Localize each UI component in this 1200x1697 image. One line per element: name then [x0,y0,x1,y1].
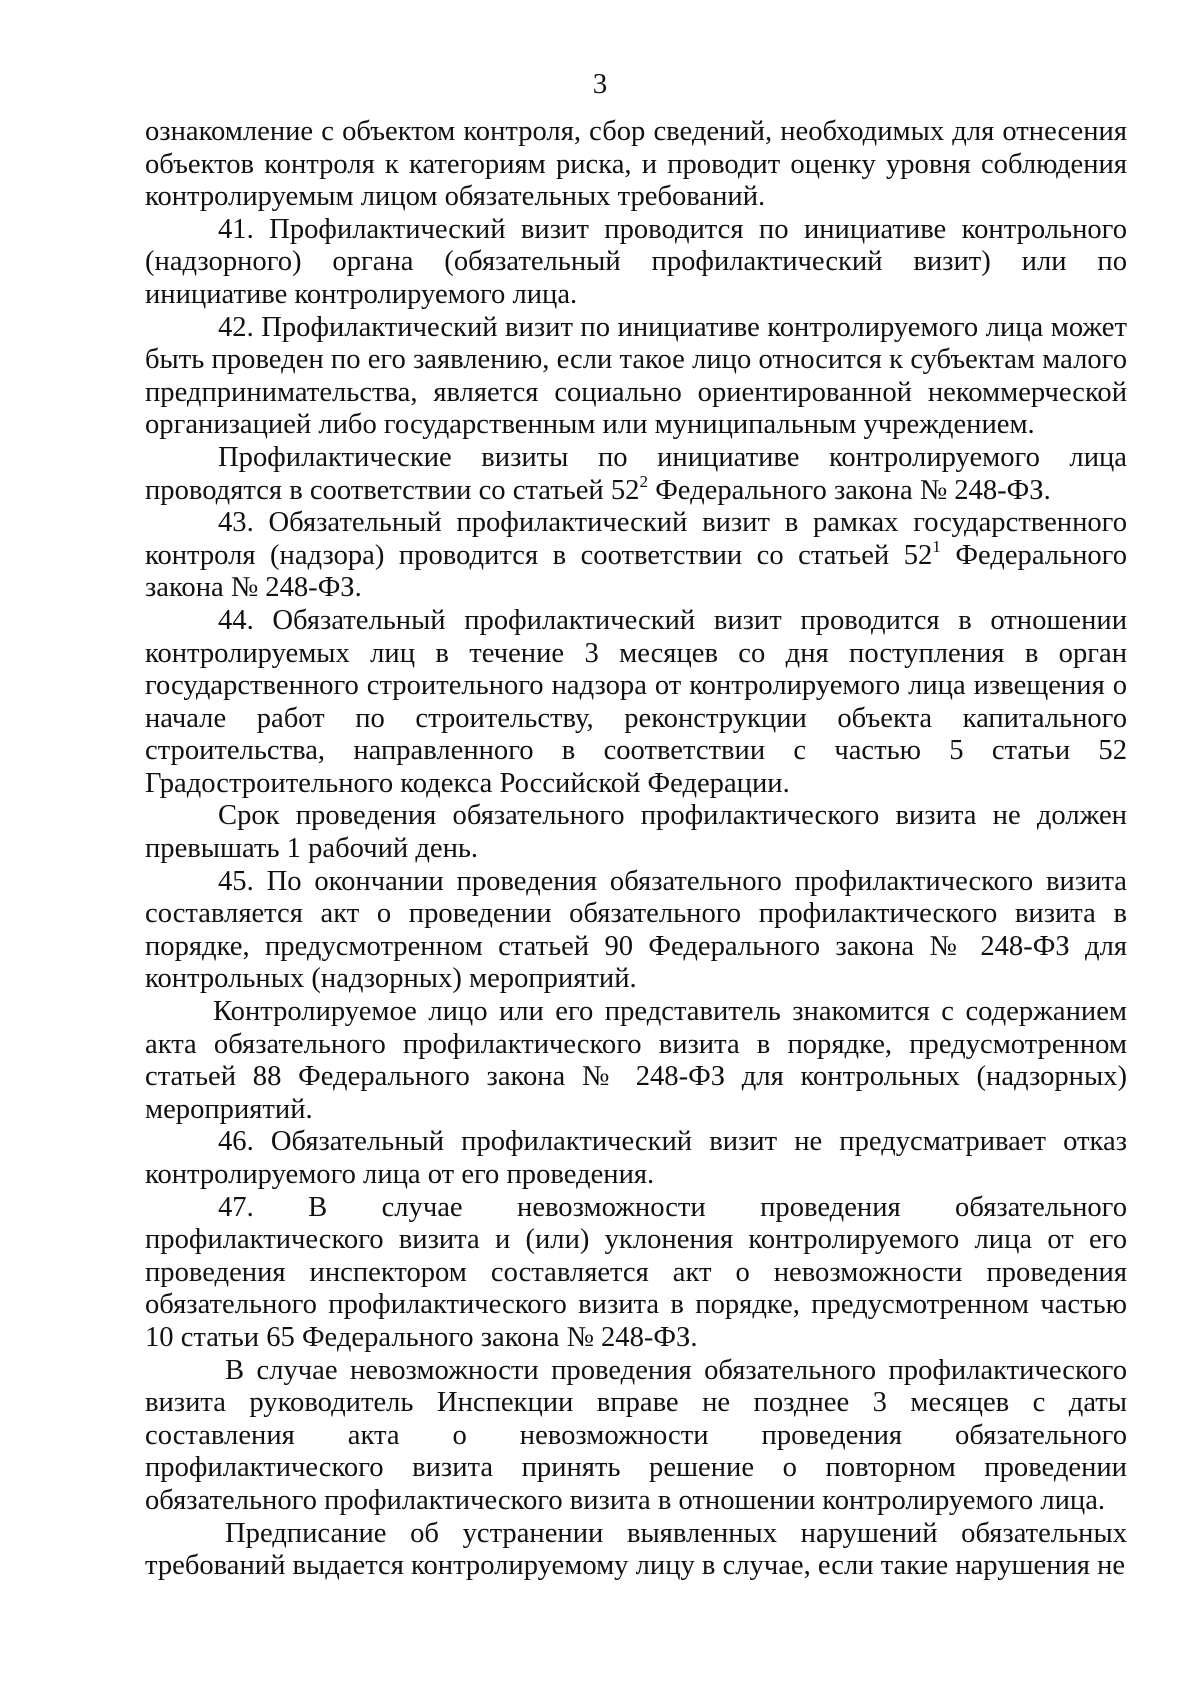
superscript-index: 1 [932,536,941,556]
paragraph-text: Федерального закона № 248-ФЗ. [145,539,1127,604]
paragraph-44: 44. Обязательный профилактический визит проводится в отношении контролируемых лиц в течение 3 месяцев со дня поступления в орган государственного строительного надзора от контролируемого лица извещения о начале работ по строительству, реконструкции объекта капитального строительства, направленного в соответствии с частью 5 статьи 52 Градостроительного кодекса Российской Федерации. [145,604,1127,799]
paragraph-continuation: ознакомление с объектом контроля, сбор сведений, необходимых для отнесения объектов контроля к категориям риска, и проводит оценку уровня соблюдения контролируемым лицом обязательных требований. [145,116,1127,213]
page-number: 3 [592,68,608,100]
paragraph-47-prescription: Предписание об устранении выявленных нарушений обязательных требований выдается контролируемому лицу в случае, если такие нарушения не [145,1517,1127,1582]
paragraph-text: 43. Обязательный профилактический визит в рамках государственного контроля (надзора) проводится в соответствии со статьей 52 [145,507,1127,571]
paragraph-41: 41. Профилактический визит проводится по инициативе контрольного (надзорного) органа (обязательный профилактический визит) или по инициативе контролируемого лица. [145,213,1127,310]
paragraph-47: 47. В случае невозможности проведения обязательного профилактического визита и (или) уклонения контролируемого лица от его проведения инспектором составляется акт о невозможности проведения обязательного профилактического визита в порядке, предусмотренном частью 10 статьи 65 Федерального закона № 248-ФЗ. [145,1191,1127,1353]
superscript-index: 2 [639,471,649,491]
paragraph-43 [145,507,1127,605]
document-body [145,116,1127,1583]
paragraph-44-term: Срок проведения обязательного профилактического визита не должен превышать 1 рабочий день. [145,800,1127,865]
paragraph-45: 45. По окончании проведения обязательного профилактического визита составляется акт о проведении обязательного профилактического визита в порядке, предусмотренном статьей 90 Федерального закона № 248-ФЗ для контрольных (надзорных) мероприятий. [145,865,1127,995]
paragraph-text: Профилактические визиты по инициативе контролируемого лица проводятся в соответствии со статьей 52 [145,441,1127,506]
paragraph-text: Федерального закона № 248-ФЗ. [648,474,1051,506]
paragraph-47-repeat: В случае невозможности проведения обязательного профилактического визита руководитель Инспекции вправе не позднее 3 месяцев с даты составления акта о невозможности проведения обязательного профилактического визита принять решение о повторном проведении обязательного профилактического визита в отношении контролируемого лица. [145,1354,1127,1516]
paragraph-42: 42. Профилактический визит по инициативе контролируемого лица может быть проведен по его заявлению, если такое лицо относится к субъектам малого предпринимательства, является социально ориентированной некоммерческой организацией либо государственным или муниципальным учреждением. [145,311,1127,441]
paragraph-42-reference [145,442,1127,507]
paragraph-46: 46. Обязательный профилактический визит не предусматривает отказ контролируемого лица от его проведения. [145,1126,1127,1190]
paragraph-45-review: Контролируемое лицо или его представитель знакомится с содержанием акта обязательного профилактического визита в порядке, предусмотренном статьей 88 Федерального закона № 248-ФЗ для контрольных (надзорных) мероприятий. [145,996,1127,1125]
